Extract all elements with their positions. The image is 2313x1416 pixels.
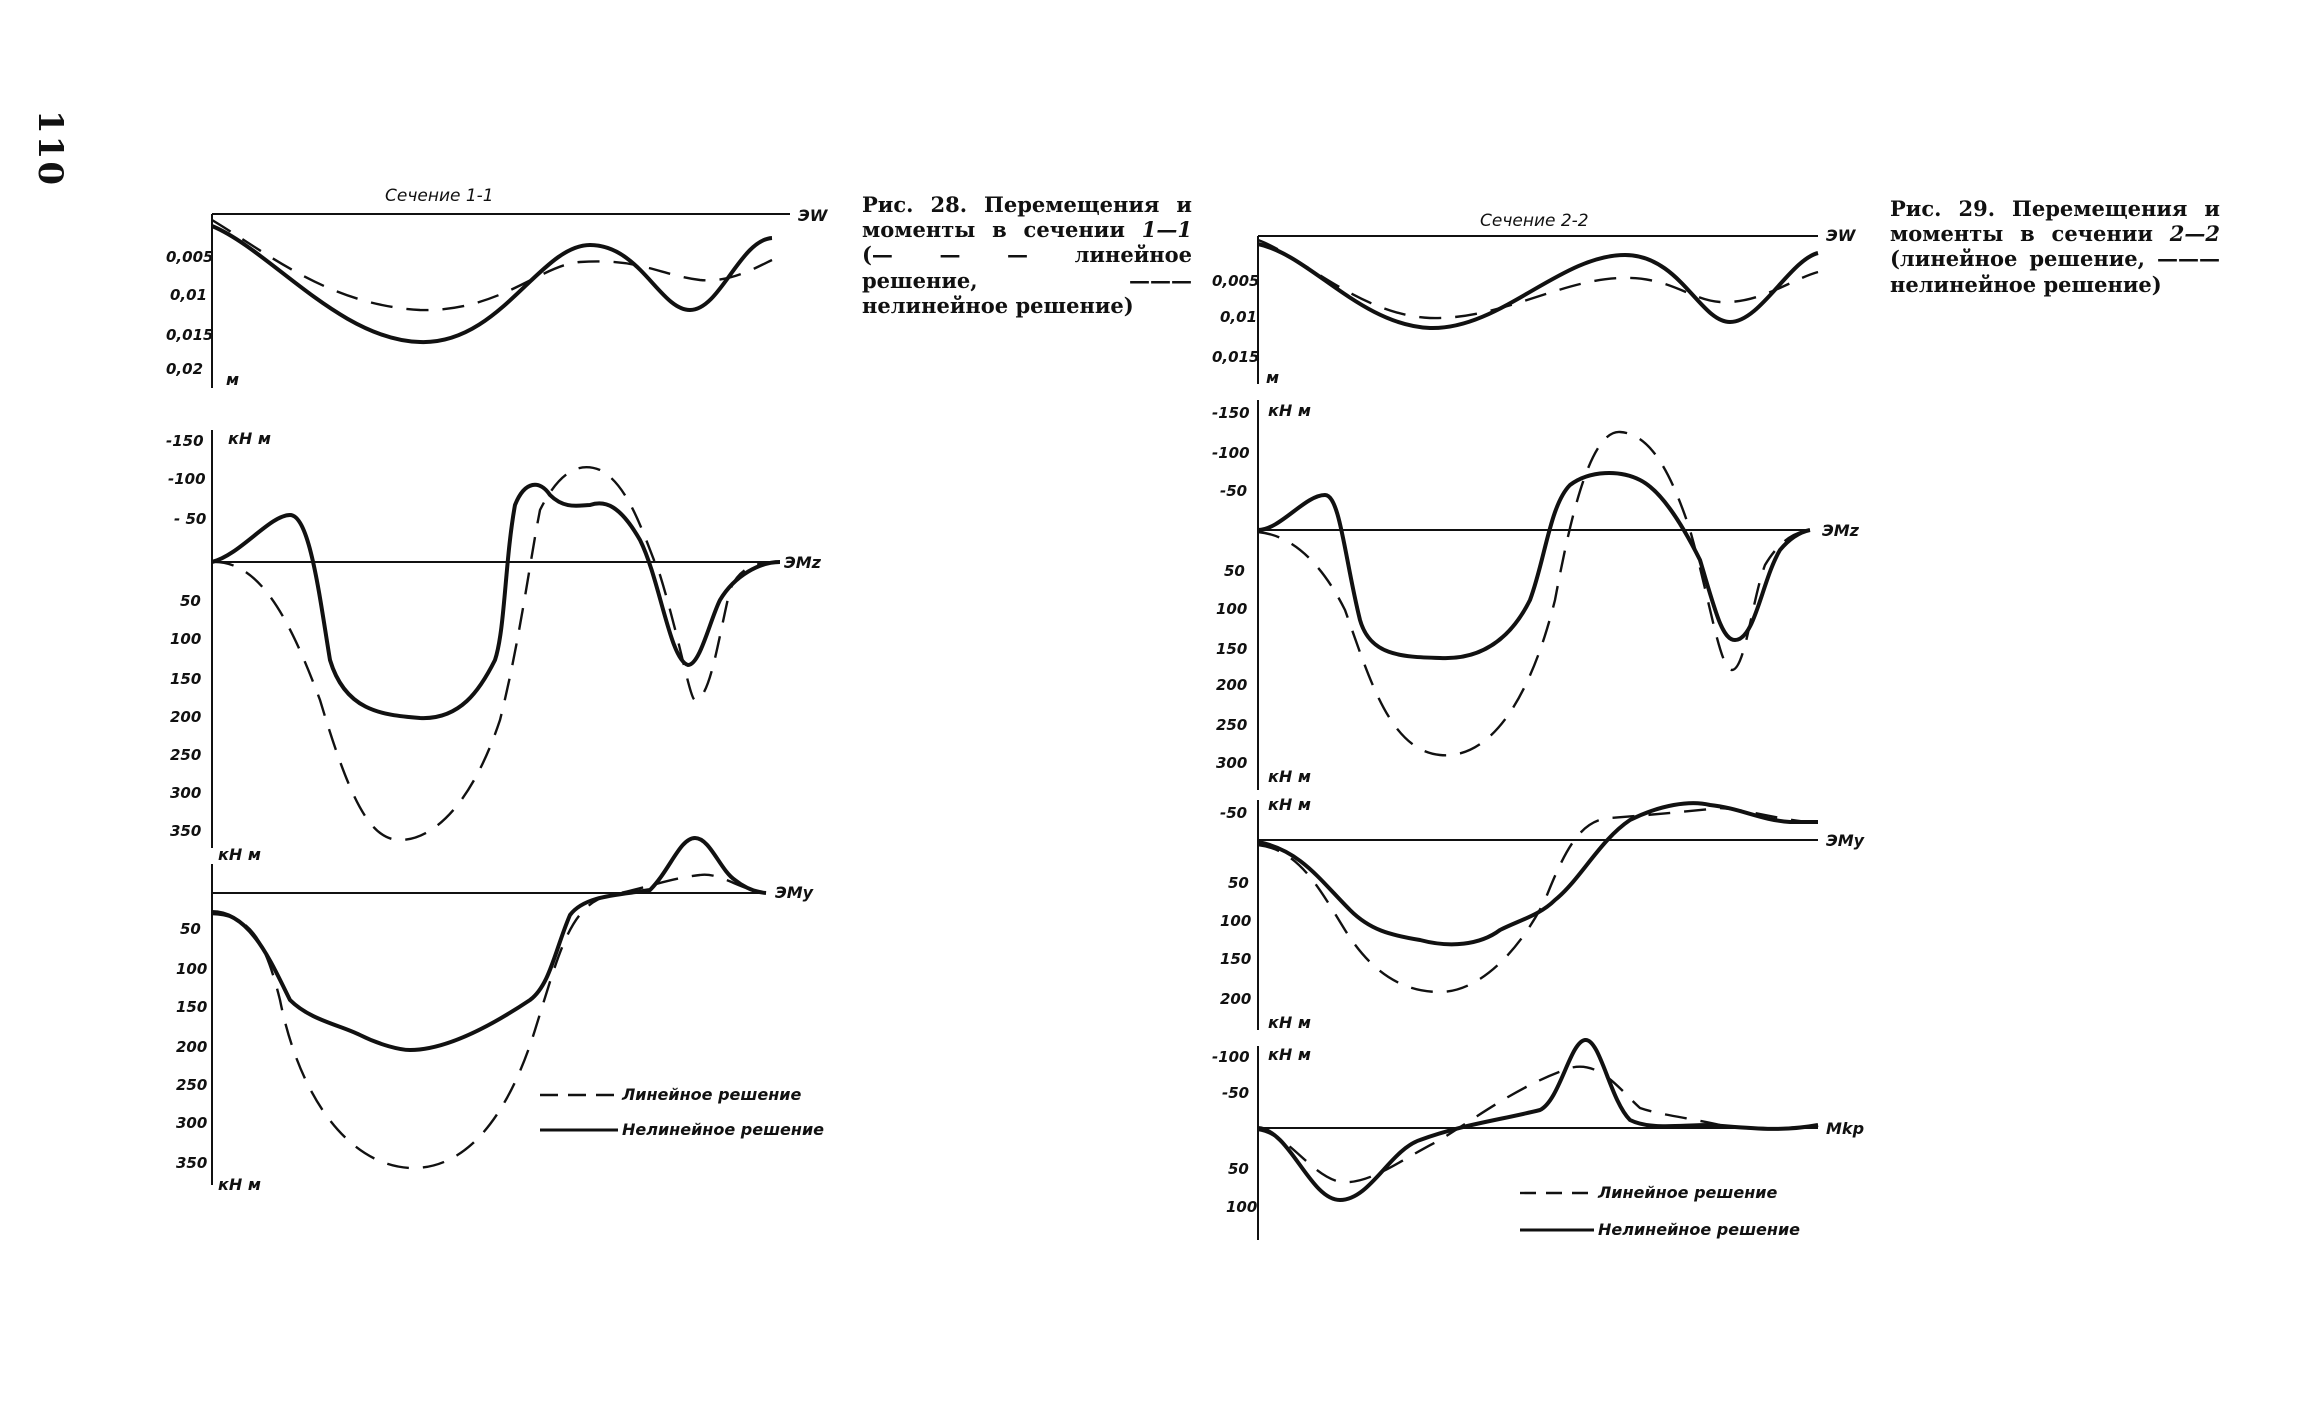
fig29-mkp-tick: 100: [1226, 1198, 1258, 1216]
fig29-panel-w: [1212, 226, 1857, 387]
fig28-panel-w: [166, 206, 829, 389]
fig28-w-tick: 0,015: [166, 326, 214, 344]
fig28-my-tick: 300: [176, 1114, 208, 1132]
fig29-w-axis-label: ЭW: [1826, 226, 1856, 245]
fig29-mz-tick: 200: [1216, 676, 1248, 694]
fig29-panel-mz: [1212, 400, 1860, 790]
fig28-my-units: кН м: [218, 1175, 261, 1194]
fig29-legend-linear: Линейное решение: [1598, 1183, 1778, 1202]
fig29-mkp-linear-curve: [1258, 1067, 1818, 1183]
fig29-my-units-bottom: кН м: [1268, 1013, 1311, 1032]
fig28-legend-nonlinear: Нелинейное решение: [622, 1120, 825, 1139]
fig29-caption-section: 2—2: [2169, 221, 2220, 247]
fig28-my-tick: 100: [176, 960, 208, 978]
fig28-my-axis-label: ЭMy: [775, 883, 814, 902]
fig28-panel-my: [176, 838, 814, 1194]
fig28-panel-mz: [166, 429, 822, 864]
fig28-w-tick: 0,02: [166, 360, 204, 378]
fig28-my-tick: 350: [176, 1154, 208, 1172]
fig28-caption-linear-marker: (— — —: [862, 242, 1029, 268]
figure-29: [1212, 211, 1865, 1240]
fig28-mz-tick: 300: [170, 784, 202, 802]
fig28-my-tick: 50: [180, 920, 201, 938]
fig28-section-title: Сечение 1-1: [385, 186, 494, 206]
fig28-mz-tick: -150: [166, 432, 204, 450]
fig29-w-linear-curve: [1258, 240, 1818, 318]
fig29-mz-tick: 150: [1216, 640, 1248, 658]
fig28-mz-tick: 150: [170, 670, 202, 688]
fig28-mz-units: кН м: [228, 429, 271, 448]
fig29-w-tick: 0,005: [1212, 272, 1260, 290]
fig29-w-tick: 0,015: [1212, 348, 1260, 366]
fig28-mz-tick: -100: [168, 470, 206, 488]
fig28-mz-tick: 350: [170, 822, 202, 840]
fig28-mz-axis-label: ЭMz: [784, 553, 821, 572]
fig28-mz-tick: 50: [180, 592, 201, 610]
fig29-my-tick: 150: [1220, 950, 1252, 968]
fig29-mz-tick: 300: [1216, 754, 1248, 772]
fig29-panel-my: [1220, 795, 1865, 1032]
fig29-mkp-tick: 50: [1228, 1160, 1249, 1178]
fig29-mkp-tick: -100: [1212, 1048, 1250, 1066]
fig28-w-axis-label: ЭW: [798, 206, 828, 225]
fig28-mz-units-bottom: кН м: [218, 845, 261, 864]
fig29-my-axis-label: ЭMy: [1826, 831, 1865, 850]
fig29-mz-units: кН м: [1268, 401, 1311, 420]
fig29-my-tick: 200: [1220, 990, 1252, 1008]
fig29-mkp-nonlinear-curve: [1258, 1040, 1818, 1200]
fig28-caption-nonlinear-marker: ———: [1129, 267, 1192, 293]
fig29-w-tick: 0,01: [1220, 308, 1258, 326]
fig29-caption-nonlinear-text: нелинейное решение): [1890, 271, 2162, 297]
fig28-caption-section: 1—1: [1141, 217, 1192, 243]
fig28-my-nonlinear-curve: [212, 838, 766, 1050]
fig29-mz-tick: -50: [1220, 482, 1248, 500]
fig29-mkp-tick: -50: [1222, 1084, 1250, 1102]
fig28-w-nonlinear-curve: [212, 226, 772, 342]
fig28-legend-linear: Линейное решение: [622, 1085, 802, 1104]
fig29-caption-linear-text: (линейное решение,: [1890, 246, 2145, 272]
fig28-w-tick: 0,005: [166, 248, 214, 266]
fig28-mz-tick: 200: [170, 708, 202, 726]
fig29-mz-tick: 50: [1224, 562, 1245, 580]
fig28-my-tick: 150: [176, 998, 208, 1016]
fig29-my-tick: -50: [1220, 804, 1248, 822]
fig29-w-units: м: [1266, 368, 1280, 387]
fig28-w-units: м: [226, 370, 240, 389]
fig29-my-tick: 50: [1228, 874, 1249, 892]
fig29-mz-tick: -100: [1212, 444, 1250, 462]
fig29-section-title: Сечение 2-2: [1480, 211, 1589, 231]
fig29-my-tick: 100: [1220, 912, 1252, 930]
fig28-w-linear-curve: [212, 220, 772, 310]
fig29-mz-nonlinear-curve: [1258, 473, 1810, 658]
page-number: 110: [30, 110, 70, 187]
fig29-legend-nonlinear: Нелинейное решение: [1598, 1220, 1801, 1239]
fig29-caption-nonlinear-marker: ———: [2157, 246, 2220, 272]
figure-28: [166, 186, 829, 1194]
fig28-my-tick: 250: [176, 1076, 208, 1094]
fig28-mz-tick: 100: [170, 630, 202, 648]
fig28-caption-lead: Рис. 28. Перемещения и моменты в сечении: [862, 192, 1192, 243]
fig29-panel-mkp: [1212, 1040, 1864, 1240]
fig29-my-units: кН м: [1268, 795, 1311, 814]
fig28-legend: [540, 1085, 824, 1139]
fig29-w-nonlinear-curve: [1258, 244, 1818, 328]
fig28-mz-tick: - 50: [174, 510, 207, 528]
fig29-caption-lead: Рис. 29. Перемещения и моменты в сечении: [1890, 196, 2220, 247]
fig29-mz-units-bottom: кН м: [1268, 767, 1311, 786]
fig28-mz-tick: 250: [170, 746, 202, 764]
fig28-my-tick: 200: [176, 1038, 208, 1056]
fig28-caption-nonlinear-text: нелинейное решение): [862, 292, 1134, 318]
fig29-caption: [1890, 196, 2220, 297]
fig29-mz-tick: 250: [1216, 716, 1248, 734]
fig28-caption-linear-text: линейное решение,: [862, 242, 1193, 293]
fig28-caption: [862, 192, 1192, 318]
fig28-w-tick: 0,01: [170, 286, 208, 304]
fig29-legend: [1520, 1183, 1800, 1239]
fig29-mkp-axis-label: Mkp: [1826, 1119, 1865, 1138]
fig28-mz-nonlinear-curve: [212, 485, 780, 718]
fig29-mz-axis-label: ЭMz: [1822, 521, 1859, 540]
fig29-mz-tick: -150: [1212, 404, 1250, 422]
fig29-mz-tick: 100: [1216, 600, 1248, 618]
fig29-mkp-units: кН м: [1268, 1045, 1311, 1064]
